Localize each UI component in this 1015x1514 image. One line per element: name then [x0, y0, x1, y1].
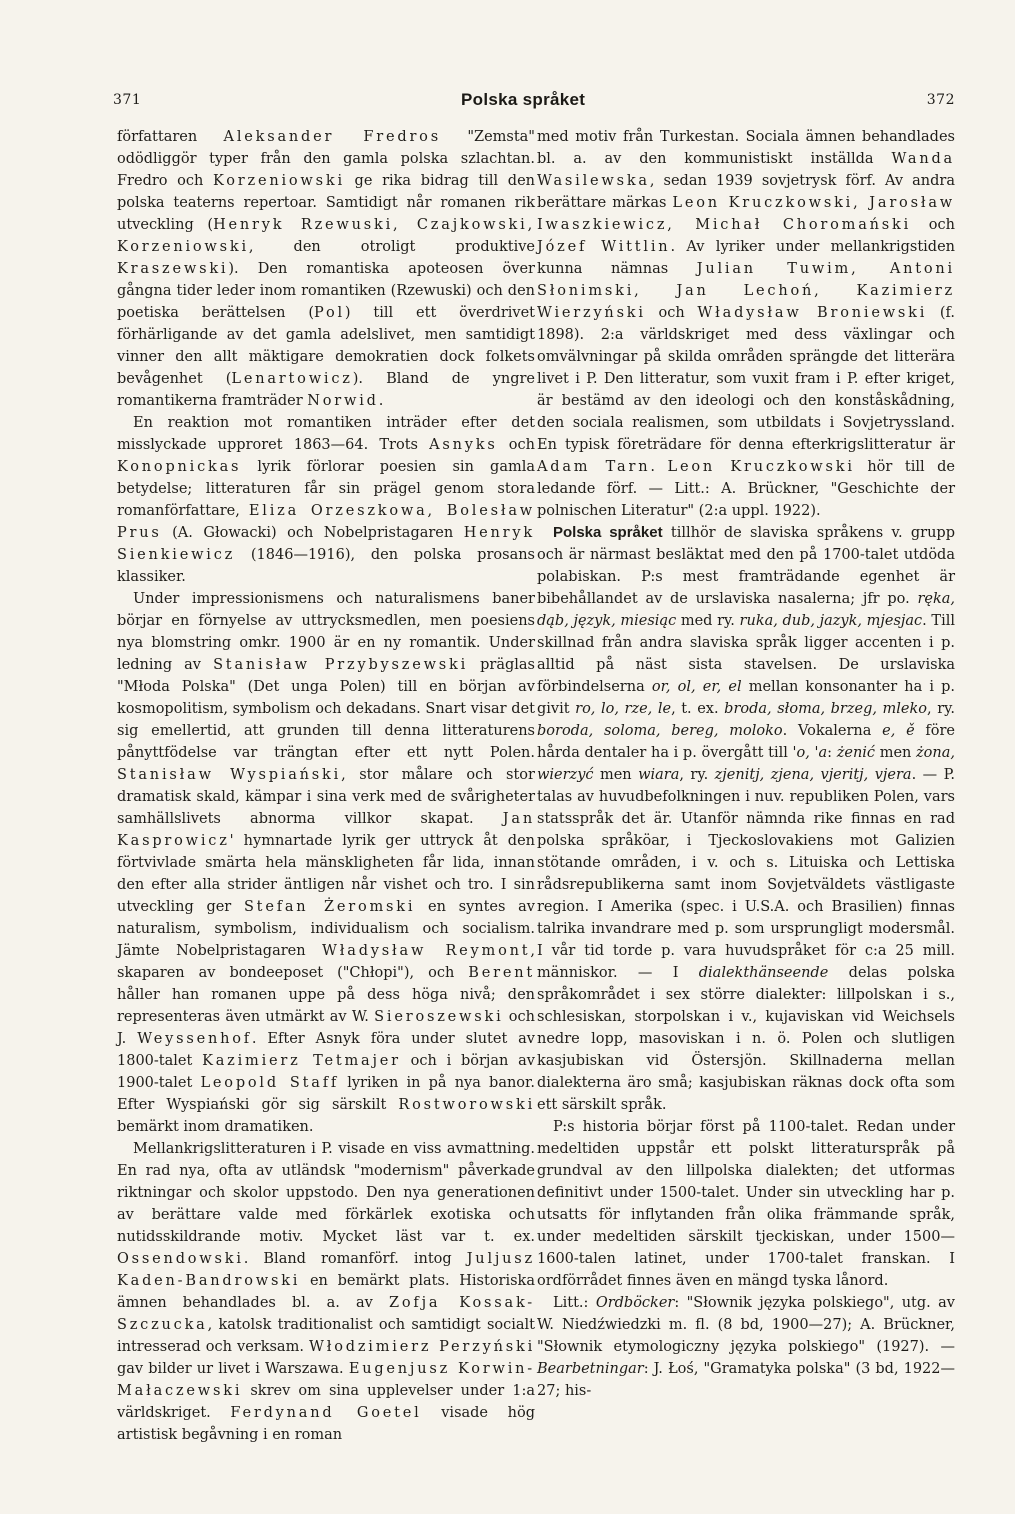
spaced-name: Ferdynand Goetel: [230, 1405, 422, 1421]
paragraph: Mellankrigslitteraturen i P. visade en viss avmattning. En rad nya, ofta av utländsk "modernism" påverkade riktningar och skolor uppstodo. Den nya generationen av berättare valde med förkärlek exotiska och nutidsskildrande motiv. Mycket läst var t. ex. Ossendowski. Bland romanförf. intog Juljusz Kaden-Bandrowski en bemärkt plats. Historiska ämnen behandlades bl. a. av Zofja Kossak-Szczucka, katolsk traditionalist och samtidigt socialt intresserad och verksam. Włodzimierz Perzyński gav bilder ur livet i Warszawa. Eugenjusz Korwin-Małaczewski skrev om sina upplevelser under 1:a världskriget. Ferdynand Goetel visade hög artistisk begåvning i en roman: [117, 1141, 536, 1443]
spaced-name: Berent: [468, 965, 535, 981]
spaced-name: Rostworowski: [398, 1097, 535, 1113]
italic-term: ro, lo, rze, le: [575, 701, 672, 717]
spaced-name: Wanda Wasilewska: [537, 151, 955, 189]
italic-term: Ordböcker: [595, 1295, 675, 1311]
paragraph: Under impressionismens och naturalismens baner börjar en förnyelse av uttrycksmedlen, men poesiens nya blomstring omkr. 1900 är en ny romantik. Under ledning av Stanisław Przybyszewski präglas "Młoda Polska" (Det unga Polen) till en början av kosmopolitism, symbolism och dekadans. Snart visar det sig emellertid, att grunden till denna litteraturens pånyttfödelse var trängtan efter ett nytt Polen. Stanisław Wyspiański, stor målare och stor dramatisk skald, kämpar i sina verk med de svårigheter samhällslivets abnorma villkor skapat. Jan Kasprowicz' hymnartade lyrik ger uttryck åt den förtvivlade smärta hela mänskligheten får lida, innan den efter alla strider äntligen når vishet och tro. I sin utveckling ger Stefan Żeromski en syntes av naturalism, symbolism, individualism och socialism. Jämte Nobelpristagaren Władysław Reymont, skaparen av bondeeposet ("Chłopi"), och Berent håller han romanen uppe på dess höga nivå; den representeras även utmärkt av W. Sieroszewski och J. Weyssenhof. Efter Asnyk föra under slutet av 1800-talet Kazimierz Tetmajer och i början av 1900-talet Leopold Staff lyriken in på nya banor. Efter Wyspiański gör sig särskilt Rostworowski bemärkt inom dramatiken.: [117, 591, 535, 1135]
italic-term: żona, wierzyć: [537, 745, 955, 783]
spaced-name: Aleksander Fredros: [223, 129, 441, 145]
spaced-name: Eugenjusz Korwin-Małaczewski: [117, 1361, 535, 1399]
italic-term: broda, słoma, brzeg, mleko: [724, 701, 928, 717]
spaced-name: Kraszewski: [117, 261, 229, 277]
spaced-name: Eliza Orzeszkowa, Bolesław Prus: [117, 503, 535, 541]
paragraph: författaren Aleksander Fredros "Zemsta" odödliggör typer från den gamla polska szlachtan. Fredro och Korzeniowski ge rika bidrag till den polska teaterns repertoar. Samtidigt når romanen rik utveckling (Henryk Rzewuski, Czajkowski, Korzeniowski, den otroligt produktive Kraszewski). Den romantiska apoteosen över gångna tider leder inom romantiken (Rzewuski) och den poetiska berättelsen (Pol) till ett överdrivet förhärligande av det gamla adelslivet, men samtidigt vinner den allt mäktigare demokratien dock folkets bevågenhet (Lenartowicz). Bland de yngre romantikerna framträder Norwid.: [117, 129, 536, 409]
spaced-name: Leopold Staff: [200, 1075, 340, 1091]
running-title: Polska språket: [461, 90, 586, 109]
spaced-name: Stefan Żeromski: [243, 899, 416, 915]
italic-term: e, ě: [882, 723, 915, 739]
spaced-name: Julian Tuwim, Antoni Słonimski, Jan Lechoń, Kazimierz Wierzyński: [537, 261, 955, 321]
italic-term: wiara: [638, 767, 680, 783]
spaced-name: Ossendowski: [117, 1251, 244, 1267]
paragraph: med motiv från Turkestan. Sociala ämnen behandlades bl. a. av den kommunistiskt inställda Wanda Wasilewska, sedan 1939 sovjetrysk förf. Av andra berättare märkas Leon Kruczkowski, Jarosław Iwaszkiewicz, Michał Choromański och Józef Wittlin. Av lyriker under mellankrigstiden kunna nämnas Julian Tuwim, Antoni Słonimski, Jan Lechoń, Kazimierz Wierzyński och Władysław Broniewski (f. 1898). 2:a världskriget med dess växlingar och omvälvningar på skilda områden sprängde det litterära livet i P. Den litteratur, som vuxit fram i P. efter kriget, är bestämd av den ideologi och den konståskådning, den sociala realismen, som utbildats i Sovjetryssland. En typisk företrädare för denna efterkrigslitteratur är Adam Tarn. Leon Kruczkowski hör till de ledande förf. — Litt.: A. Brückner, "Geschichte der polnischen Literatur" (2:a uppl. 1922).: [537, 129, 956, 519]
italic-term: Bearbetningar: [537, 1361, 644, 1377]
spaced-name: Henryk Rzewuski, Czajkowski, Korzeniowski: [117, 217, 535, 255]
paragraph: Litt.: Ordböcker: "Słownik języka polskiego", utg. av W. Niedźwiedzki m. fl. (8 bd, 1900—27); A. Brückner, "Słownik etymologiczny języka polskiego" (1927). — Bearbetningar: J. Łoś, "Gramatyka polska" (3 bd, 1922—27; his-: [537, 1295, 955, 1399]
paragraph: Polska språket tillhör de slaviska språkens v. grupp och är närmast besläktat med den på 1700-talet utdöda polabiskan. P:s mest framträdande egenhet är bibehållandet av de urslaviska nasalerna; jfr po. ręka, dąb, język, miesiąc med ry. ruka, dub, jazyk, mjesjac. Till skillnad från andra slaviska språk ligger accenten i p. alltid på näst sista stavelsen. De urslaviska förbindelserna or, ol, er, el mellan konsonanter ha i p. givit ro, lo, rze, le, t. ex. broda, słoma, brzeg, mleko, ry. boroda, soloma, bereg, moloko. Vokalerna e, ě före hårda dentaler ha i p. övergått till 'o, 'a: żenić men żona, wierzyć men wiara, ry. zjenitj, zjena, vjeritj, vjera. — P. talas av huvudbefolkningen i nuv. republiken Polen, vars statsspråk det är. Utanför nämnda rike finnas en rad polska språköar, i Tjeckoslovakiens mot Galizien stötande områden, i v. och s. Lituiska och Lettiska rådsrepublikerna samt inom Sovjetväldets västligaste region. I Amerika (spec. i U.S.A. och Brasilien) finnas talrika invandrare med p. som ursprungligt modersmål. I vår tid torde p. vara huvudspråket för c:a 25 mill. människor. — I dialekthänseende delas polska språkområdet i sex större dialekter: lillpolskan i s., schlesiskan, storpolskan i v., kujaviskan vid Weichsels nedre lopp, masoviskan i n. ö. Polen och slutligen kasjubiskan vid Östersjön. Skillnaderna mellan dialekterna äro små; kasjubiskan räknas dock ofta som ett särskilt språk.: [537, 524, 956, 1113]
paragraph: En reaktion mot romantiken inträder efter det misslyckade upproret 1863—64. Trots Asnyks och Konopnickas lyrik förlorar poesien sin gamla betydelse; litteraturen får sin prägel genom stora romanförfattare, Eliza Orzeszkowa, Bolesław Prus (A. Głowacki) och Nobelpristagaren Henryk Sienkiewicz (1846—1916), den polska prosans klassiker.: [117, 415, 535, 585]
article-heading: Polska språket: [553, 524, 663, 541]
italic-term: boroda, soloma, bereg, moloko: [537, 723, 783, 739]
italic-term: or, ol, er, el: [651, 679, 742, 695]
spaced-name: Józef Wittlin: [537, 239, 671, 255]
spaced-name: Stanisław Przybyszewski: [213, 657, 469, 673]
italic-term: ruka, dub, jazyk, mjesjac: [739, 613, 923, 629]
spaced-name: Juljusz Kaden-Bandrowski: [117, 1251, 535, 1289]
page-number-right: 372: [926, 92, 955, 108]
left-column: [117, 126, 535, 1446]
right-column: [537, 126, 955, 1402]
spaced-name: Konopnickas: [117, 459, 242, 475]
spaced-name: Sieroszewski: [374, 1009, 504, 1025]
spaced-name: Norwid: [307, 393, 379, 409]
spaced-name: Asnyks: [429, 437, 498, 453]
spaced-name: Korzeniowski: [213, 173, 345, 189]
spaced-name: Jan Kasprowicz: [117, 811, 535, 849]
spaced-name: Pol: [313, 305, 345, 321]
italic-term: żenić: [836, 745, 876, 761]
spaced-name: Adam Tarn: [537, 459, 651, 475]
italic-term: ręka, dąb, język, miesiąc: [537, 591, 955, 629]
spaced-name: Lenartowicz: [231, 371, 353, 387]
italic-term: zjenitj, zjena, vjeritj, vjera: [714, 767, 912, 783]
spaced-name: Władysław Reymont: [322, 943, 531, 959]
spaced-name: Kazimierz Tetmajer: [202, 1053, 401, 1069]
italic-term: dialekthänseende: [698, 965, 829, 981]
page-number-left: 371: [113, 92, 142, 108]
page-header: [0, 92, 1015, 118]
spaced-name: Zofja Kossak-Szczucka: [117, 1295, 535, 1333]
spaced-name: Weyssenhof: [137, 1031, 252, 1047]
paragraph: P:s historia börjar först på 1100-talet. Redan under medeltiden uppstår ett polskt litteraturspråk på grundval av den lillpolska dialekten; det utformas definitivt under 1500-talet. Under sin utveckling har p. utsatts för inflytanden från olika främmande språk, under medeltiden särskilt tjeckiskan, under 1500—1600-talen latinet, under 1700-talet franskan. I ordförrådet finnes även en mängd tyska lånord.: [537, 1119, 955, 1289]
spaced-name: Włodzimierz Perzyński: [309, 1339, 536, 1355]
spaced-name: Leon Kruczkowski, Jarosław Iwaszkiewicz, Michał Choromański: [537, 195, 955, 233]
spaced-name: Henryk Sienkiewicz: [117, 525, 535, 563]
spaced-name: Władysław Broniewski: [697, 305, 928, 321]
italic-term: 'o, 'a: [792, 745, 828, 761]
spaced-name: Stanisław Wyspiański: [117, 767, 342, 783]
spaced-name: Leon Kruczkowski: [667, 459, 855, 475]
